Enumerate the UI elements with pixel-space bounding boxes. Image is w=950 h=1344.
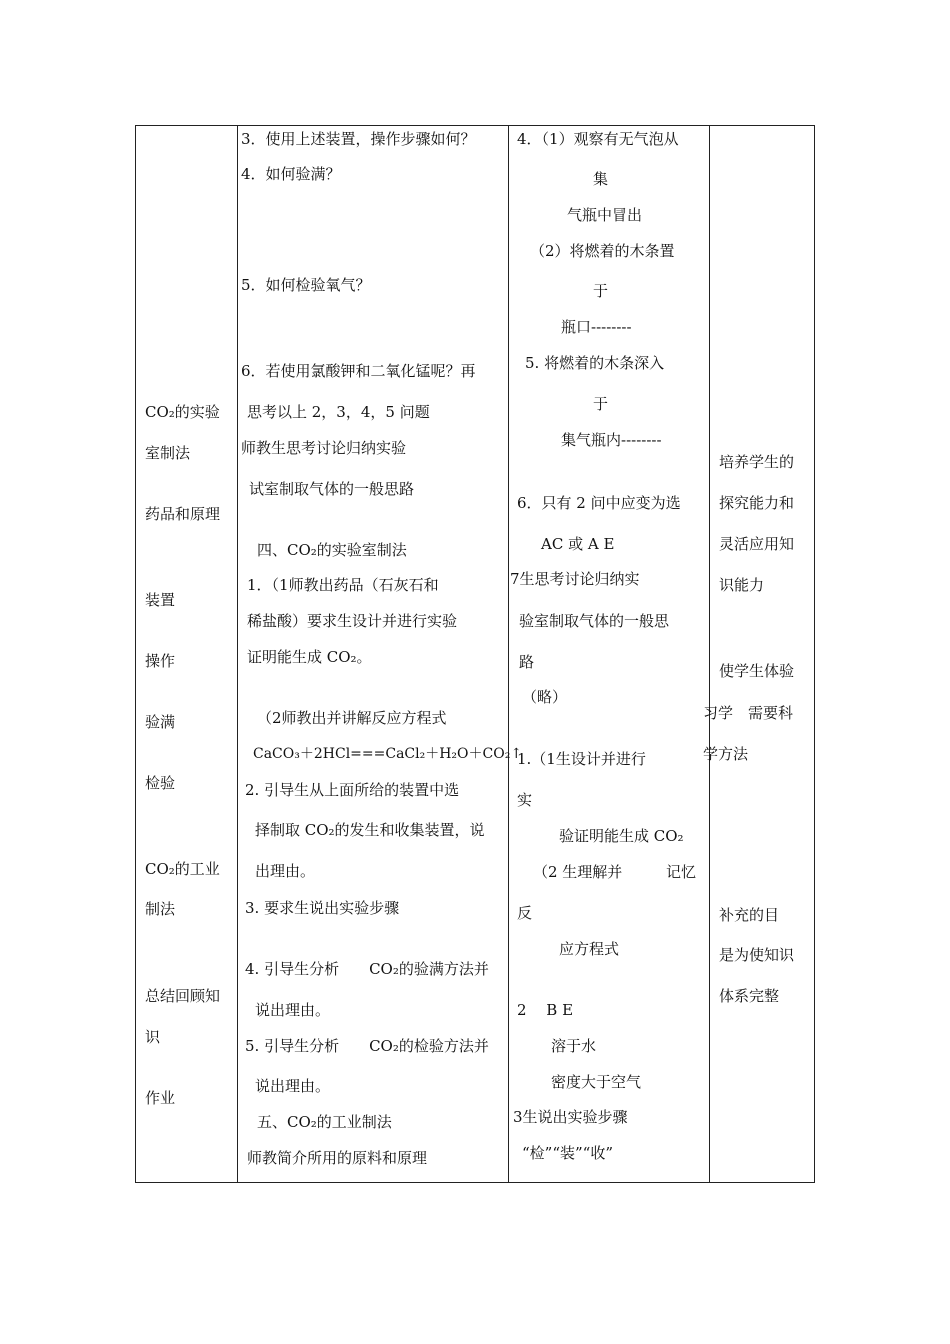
column-divider [237, 125, 238, 1183]
intent-text: 培养学生的 [719, 453, 795, 471]
teacher-text: 证明能生成 CO₂。 [247, 648, 372, 666]
teacher-text: 说出理由。 [255, 1001, 331, 1019]
teacher-text: 择制取 CO₂的发生和收集装置，说 [255, 821, 485, 839]
intent-text: 探究能力和 [719, 494, 795, 512]
teacher-text: 思考以上 2，3，4，5 问题 [247, 403, 430, 421]
teacher-text: 4. 引导生分析 CO₂的验满方法并 [245, 960, 489, 978]
student-text: 反 [517, 904, 533, 922]
student-text: 密度大于空气 [551, 1073, 642, 1091]
student-text: （2 生理解并 [533, 863, 623, 881]
student-text: （2）将燃着的木条置 [530, 242, 675, 260]
intent-text: 补充的目 [719, 906, 780, 924]
topic-line: 室制法 [145, 444, 191, 462]
student-text: 气瓶中冒出 [567, 206, 643, 224]
student-text: 验室制取气体的一般思 [519, 612, 670, 630]
teacher-text: 师教简介所用的原料和原理 [247, 1149, 428, 1167]
topic-line: 制法 [145, 900, 176, 918]
student-text: 7生思考讨论归纳实 [510, 570, 640, 588]
teacher-text: 出理由。 [255, 862, 316, 880]
topic-line: 总结回顾知 [145, 987, 221, 1005]
teacher-text: 3. 要求生说出实验步骤 [245, 899, 400, 917]
student-text: 验证明能生成 CO₂ [559, 827, 684, 845]
section-heading: 五、CO₂的工业制法 [257, 1113, 392, 1131]
column-divider [508, 125, 509, 1183]
topic-line: 验满 [145, 713, 176, 731]
teacher-text: 1．（1师教出药品（石灰石和 [247, 576, 439, 594]
student-text: 路 [519, 653, 535, 671]
student-text: 4．（1）观察有无气泡从 [517, 130, 679, 148]
teacher-text: 师教生思考讨论归纳实验 [241, 439, 407, 457]
student-text: 于 [593, 395, 609, 413]
column-divider [709, 125, 710, 1183]
topic-line: 检验 [145, 774, 176, 792]
topic-line: 作业 [145, 1089, 176, 1107]
topic-line: 识 [145, 1028, 161, 1046]
student-text: 瓶口-------- [561, 318, 632, 336]
topic-line: CO₂的实验 [145, 403, 220, 421]
student-text: 于 [593, 282, 609, 300]
student-text: 6．只有 2 问中应变为选 [517, 494, 681, 512]
topic-line: 装置 [145, 591, 176, 609]
teacher-text: 5. 引导生分析 CO₂的检验方法并 [245, 1037, 489, 1055]
intent-text: 灵活应用知 [719, 535, 795, 553]
teacher-text: 4．如何验满？ [241, 165, 341, 183]
topic-line: 药品和原理 [145, 505, 221, 523]
student-text: “检”“装”“收” [522, 1144, 614, 1162]
student-text: 5. 将燃着的木条深入 [525, 354, 665, 372]
teacher-text: 5．如何检验氧气？ [241, 276, 371, 294]
student-text: 2 B E [517, 1001, 574, 1019]
intent-text: 习学 需要科 [703, 704, 794, 722]
teacher-text: 稀盐酸）要求生设计并进行实验 [247, 612, 458, 630]
equation: CaCO₃＋2HCl===CaCl₂＋H₂O＋CO₂↑ [253, 746, 523, 762]
topic-line: CO₂的工业 [145, 860, 220, 878]
student-text: 3生说出实验步骤 [513, 1108, 628, 1126]
student-text: （略） [522, 688, 568, 706]
student-text: 溶于水 [551, 1037, 597, 1055]
student-text: 1.（1生设计并进行 [517, 750, 646, 768]
student-text: AC 或 A E [541, 535, 615, 553]
student-text: 集气瓶内-------- [561, 431, 662, 449]
intent-text: 体系完整 [719, 987, 780, 1005]
student-text: 记忆 [666, 863, 697, 881]
intent-text: 学方法 [703, 745, 749, 763]
section-heading: 四、CO₂的实验室制法 [257, 541, 407, 559]
teacher-text: （2师教出并讲解反应方程式 [257, 709, 447, 727]
teacher-text: 2. 引导生从上面所给的装置中选 [245, 781, 460, 799]
intent-text: 是为使知识 [719, 946, 795, 964]
student-text: 实 [517, 791, 533, 809]
topic-line: 操作 [145, 652, 176, 670]
teacher-text: 说出理由。 [255, 1077, 331, 1095]
student-text: 集 [593, 170, 609, 188]
intent-text: 识能力 [719, 576, 765, 594]
teacher-text: 3．使用上述装置，操作步骤如何？ [241, 130, 476, 148]
intent-text: 使学生体验 [719, 662, 795, 680]
teacher-text: 6．若使用氯酸钾和二氧化锰呢？再 [241, 362, 476, 380]
student-text: 应方程式 [559, 940, 620, 958]
teacher-text: 试室制取气体的一般思路 [249, 480, 415, 498]
